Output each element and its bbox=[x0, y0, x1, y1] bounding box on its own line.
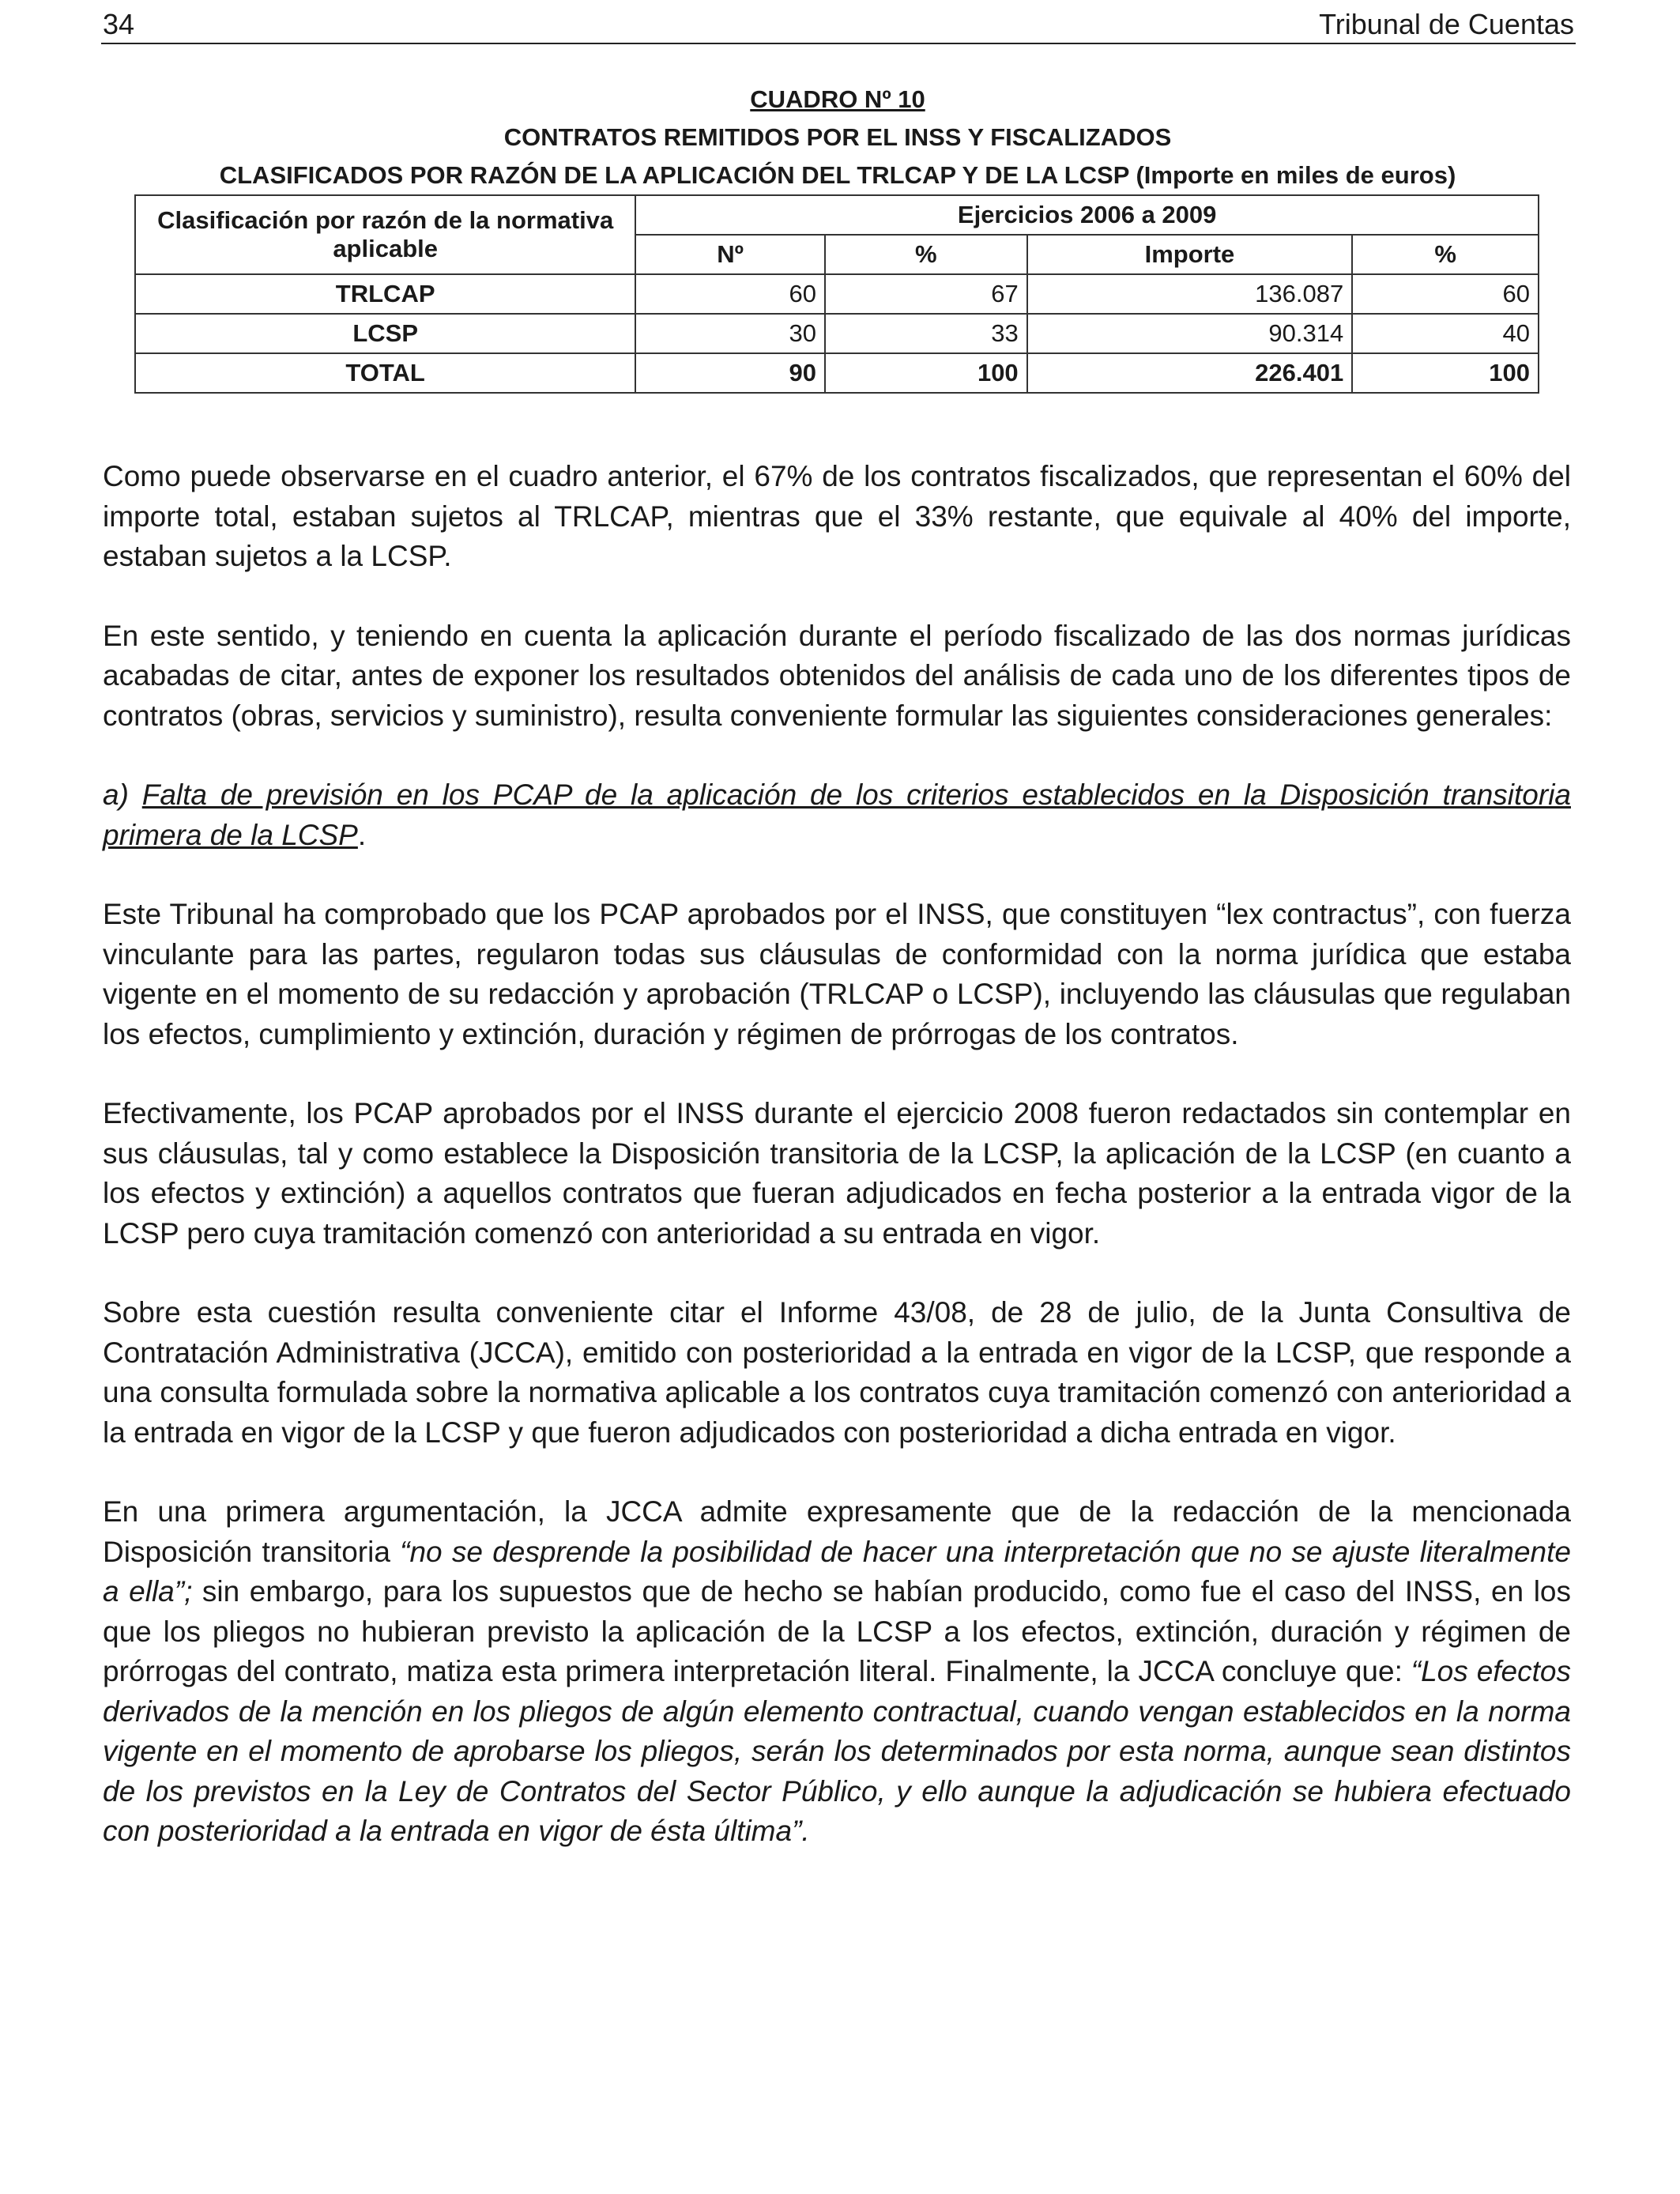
count-percent-cell: 100 bbox=[825, 353, 1027, 393]
table-subtitle: CLASIFICADOS POR RAZÓN DE LA APLICACIÓN DEL TRLCAP Y DE LA LCSP (Importe en miles de euros) bbox=[219, 161, 1456, 189]
amount-percent-cell: 100 bbox=[1352, 353, 1539, 393]
page-header bbox=[101, 3, 1576, 44]
table-row bbox=[135, 274, 1539, 314]
amount-percent-cell: 40 bbox=[1352, 314, 1539, 353]
count-percent-header: % bbox=[825, 235, 1027, 274]
classification-header: Clasificación por razón de la normativa aplicable bbox=[135, 195, 635, 274]
page-number: 34 bbox=[103, 8, 135, 40]
section-marker: a) bbox=[103, 778, 142, 811]
row-label: TOTAL bbox=[135, 353, 635, 393]
paragraph: En este sentido, y teniendo en cuenta la aplicación durante el período fiscalizado de las dos normas jurídicas acabadas de citar, antes de exponer los resultados obtenidos del análisis de cada uno de los diferentes tipos de contratos (obras, servicios y suministro), resulta conveniente formular las siguientes consideraciones generales: bbox=[103, 619, 1571, 732]
table-header-row bbox=[135, 195, 1539, 235]
section-heading-period: . bbox=[357, 818, 367, 851]
row-label: TRLCAP bbox=[135, 274, 635, 314]
paragraph: Efectivamente, los PCAP aprobados por el INSS durante el ejercicio 2008 fueron redactados sin contemplar en sus cláusulas, tal y como establece la Disposición transitoria de la LCSP, la aplicación de la LCSP (en cuanto a los efectos y extinción) a aquellos contratos que fueran adjudicados en fecha posterior a la entrada vigor de la LCSP pero cuya tramitación comenzó con anterioridad a su entrada en vigor. bbox=[103, 1097, 1571, 1250]
count-percent-cell: 33 bbox=[825, 314, 1027, 353]
paragraph bbox=[103, 1492, 1571, 1852]
running-title: Tribunal de Cuentas bbox=[1319, 8, 1574, 40]
table-total-row bbox=[135, 353, 1539, 393]
count-cell: 30 bbox=[635, 314, 825, 353]
period-header: Ejercicios 2006 a 2009 bbox=[635, 195, 1539, 235]
amount-percent-cell: 60 bbox=[1352, 274, 1539, 314]
section-heading bbox=[103, 775, 1571, 855]
table-row bbox=[135, 314, 1539, 353]
row-label: LCSP bbox=[135, 314, 635, 353]
amount-cell: 226.401 bbox=[1027, 353, 1353, 393]
body-text bbox=[103, 457, 1571, 1852]
quotation: “no se desprende la posibilidad de hacer una interpretación que no se ajuste literalmente a ella”; bbox=[103, 1535, 1571, 1608]
amount-cell: 136.087 bbox=[1027, 274, 1353, 314]
paragraph: Sobre esta cuestión resulta conveniente citar el Informe 43/08, de 28 de julio, de la Junta Consultiva de Contratación Administrativa (JCCA), emitido con posterioridad a la entrada en vigor de la LCSP, que responde a una consulta formulada sobre la normativa aplicable a los contratos cuya tramitación comenzó con anterioridad a la entrada en vigor de la LCSP y que fueron adjudicados con posterioridad a dicha entrada en vigor. bbox=[103, 1296, 1571, 1449]
amount-percent-header: % bbox=[1352, 235, 1539, 274]
table-title: CONTRATOS REMITIDOS POR EL INSS Y FISCALIZADOS bbox=[503, 123, 1172, 151]
table-number-title: CUADRO Nº 10 bbox=[750, 85, 925, 113]
text-run: sin embargo, para los supuestos que de hecho se habían producido, como fue el caso del INSS, en los que los pliegos no hubieran previsto la aplicación de la LCSP a los efectos, extinción, duración y régimen de prórrogas del contrato, matiza esta primera interpretación literal. Finalmente, la JCCA concluye que: bbox=[103, 1575, 1571, 1687]
paragraph: Como puede observarse en el cuadro anterior, el 67% de los contratos fiscalizados, que representan el 60% del importe total, estaban sujetos al TRLCAP, mientras que el 33% restante, que equivale al 40% del importe, estaban sujetos a la LCSP. bbox=[103, 460, 1571, 572]
amount-cell: 90.314 bbox=[1027, 314, 1353, 353]
paragraph: Este Tribunal ha comprobado que los PCAP aprobados por el INSS, que constituyen “lex contractus”, con fuerza vinculante para las partes, regularon todas sus cláusulas de conformidad con la norma jurídica que estaba vigente en el momento de su redacción y aprobación (TRLCAP o LCSP), incluyendo las cláusulas que regulaban los efectos, cumplimiento y extinción, duración y régimen de prórrogas de los contratos. bbox=[103, 898, 1571, 1050]
quotation: “Los efectos derivados de la mención en los pliegos de algún elemento contractual, cuando vengan establecidos en la norma vigente en el momento de aprobarse los pliegos, serán los determinados por esta norma, aunque sean distintos de los previstos en la Ley de Contratos del Sector Público, y ello aunque la adjudicación se hubiera efectuado con posterioridad a la entrada en vigor de ésta última”. bbox=[103, 1655, 1571, 1847]
text-run: En una primera argumentación, la JCCA admite expresamente que de la redacción de la mencionada Disposición transitoria bbox=[103, 1495, 1571, 1568]
amount-header: Importe bbox=[1027, 235, 1353, 274]
contracts-table bbox=[134, 194, 1539, 394]
section-heading-text: Falta de previsión en los PCAP de la aplicación de los criterios establecidos en la Disposición transitoria primera de la LCSP bbox=[103, 778, 1571, 851]
count-header: Nº bbox=[635, 235, 825, 274]
count-cell: 60 bbox=[635, 274, 825, 314]
count-cell: 90 bbox=[635, 353, 825, 393]
count-percent-cell: 67 bbox=[825, 274, 1027, 314]
